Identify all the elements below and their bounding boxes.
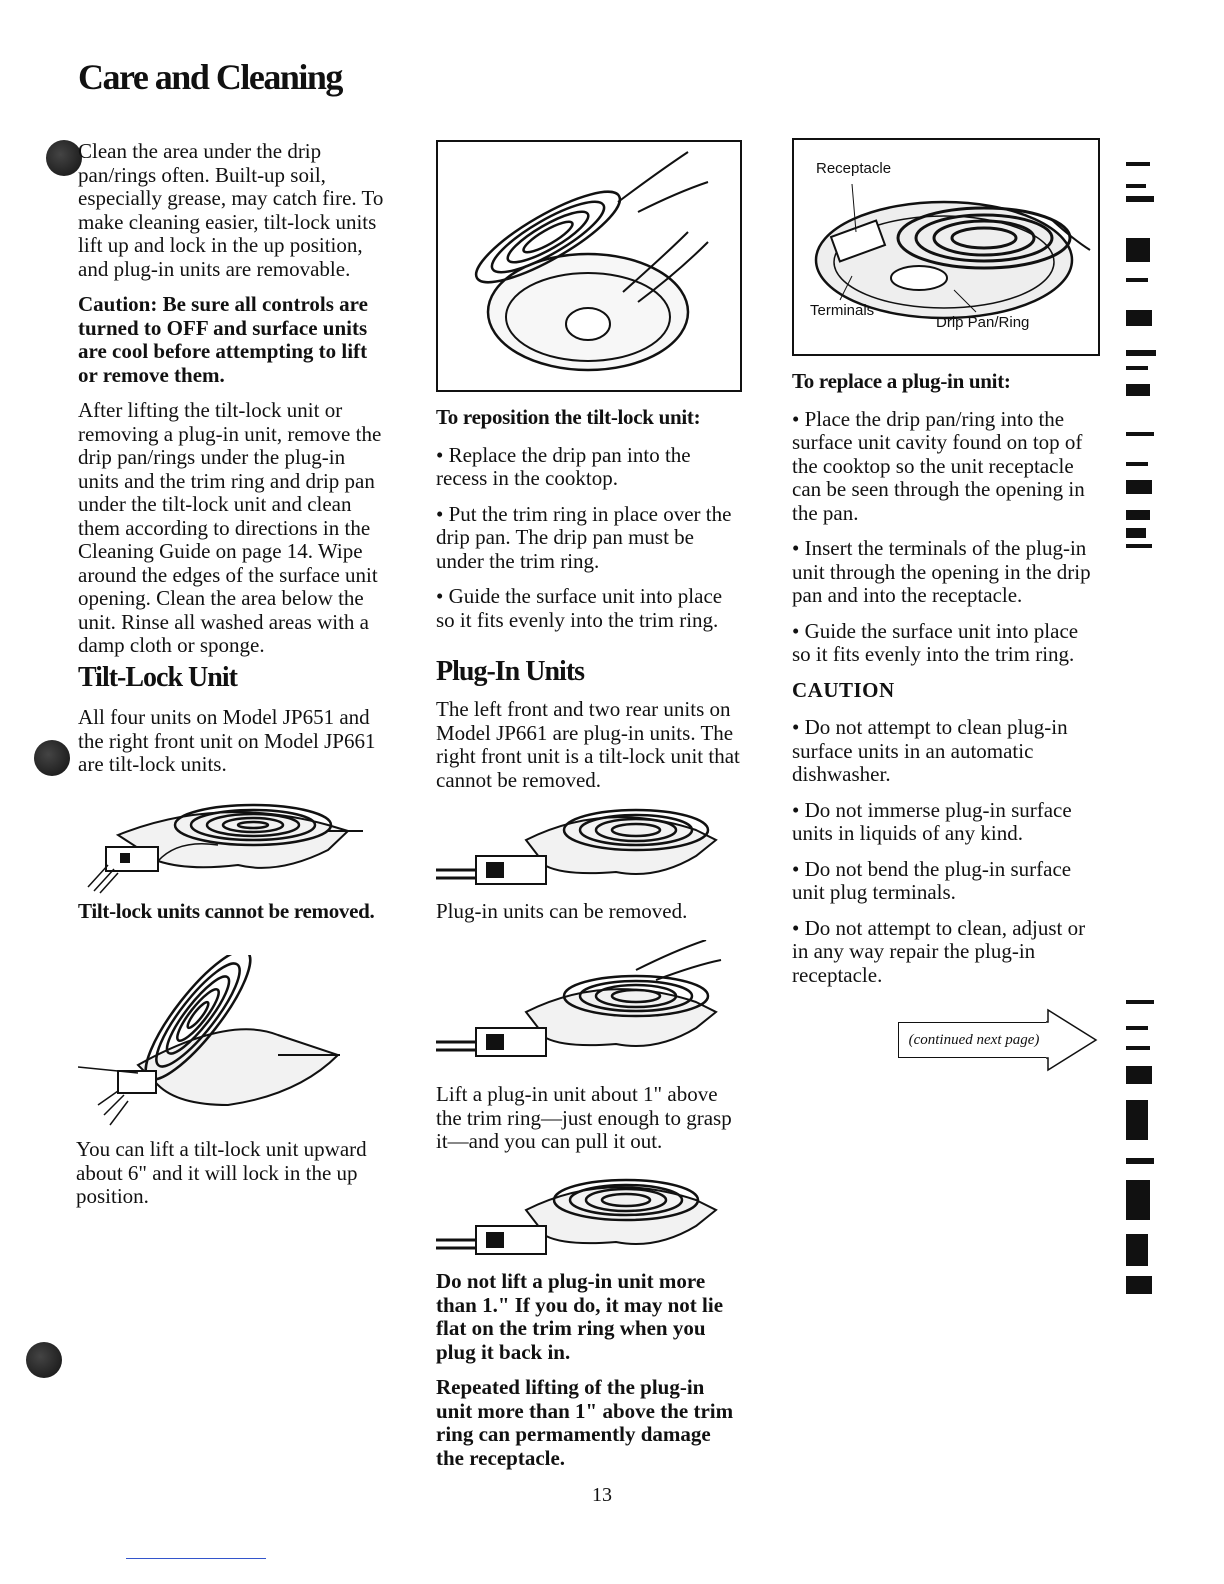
binder-hole-middle <box>34 740 70 776</box>
tilt-lock-unit-illustration <box>78 795 368 895</box>
plug-in-reinsert-illustration <box>436 1170 726 1265</box>
page-title: Care and Cleaning <box>78 57 342 97</box>
continued-arrow-icon <box>1046 1008 1100 1072</box>
intro-paragraph: Clean the area under the drip pan/rings often. Built-up soil, especially grease, may catch fire. To make cleaning easier, tilt-lock units lift up and lock in the up position, and plug-in units are removable. <box>78 139 384 281</box>
tilt-lock-caption: Tilt-lock units cannot be removed. <box>78 899 375 923</box>
plug-in-warning-2: Repeated lifting of the plug-in unit more than 1" above the trim ring can permamently damage the receptacle. <box>436 1375 734 1470</box>
binder-hole-bottom <box>26 1342 62 1378</box>
replace-bullet-1: • Place the drip pan/ring into the surface unit cavity found on top of the cooktop so the unit receptacle can be seen through the opening in the pan. <box>792 406 1085 525</box>
receptacle-diagram <box>792 138 1100 356</box>
plug-in-heading: Plug-In Units <box>436 656 585 687</box>
terminals-label: Terminals <box>810 302 875 319</box>
plug-in-lift-caption: Lift a plug-in unit about 1" above the trim ring—just enough to grasp it—and you can pull it out. <box>436 1082 732 1153</box>
plug-in-removed-caption: Plug-in units can be removed. <box>436 899 688 923</box>
replace-heading: To replace a plug-in unit: <box>792 369 1011 393</box>
reposition-bullet-1: • Replace the drip pan into the recess in the cooktop. <box>436 442 691 490</box>
plug-in-lift-illustration <box>436 940 736 1070</box>
caution-paragraph: Caution: Be sure all controls are turned to OFF and surface units are cool before attempting to lift or remove them. <box>78 292 368 387</box>
plug-in-warning-1: Do not lift a plug-in unit more than 1." If you do, it may not lie flat on the trim ring when you plug it back in. <box>436 1269 724 1364</box>
column-1 <box>78 140 388 658</box>
replace-bullet-3: • Guide the surface unit into place so it fits evenly into the trim ring. <box>792 618 1079 666</box>
drip-pan-label: Drip Pan/Ring <box>936 314 1030 331</box>
replace-bullet-2: • Insert the terminals of the plug-in unit through the opening in the drip pan and into the receptacle. <box>792 536 1091 607</box>
tilt-lock-heading: Tilt-Lock Unit <box>78 662 237 693</box>
plug-in-text: The left front and two rear units on Model JP661 are plug-in units. The right front unit is a tilt-lock unit that cannot be removed. <box>436 697 740 792</box>
after-lifting-paragraph: After lifting the tilt-lock unit or removing a plug-in unit, remove the drip pan/rings under the plug-in units and the trim ring and drip pan under the tilt-lock unit and clean them according to directions in the Cleaning Guide on page 14. Wipe around the edges of the surface unit opening. Clean the area below the unit. Rinse all washed areas with a damp cloth or sponge. <box>78 398 382 657</box>
page-number: 13 <box>592 1484 612 1506</box>
tilt-lock-raised-illustration <box>78 955 348 1135</box>
caution-bullet-1: • Do not attempt to clean plug-in surface units in an automatic dishwasher. <box>792 715 1068 786</box>
scan-edge-marks <box>1122 150 1182 1320</box>
reposition-bullet-3: • Guide the surface unit into place so it fits evenly into the trim ring. <box>436 584 723 632</box>
plug-in-unit-illustration <box>436 800 726 895</box>
reposition-heading: To reposition the tilt-lock unit: <box>436 405 701 429</box>
reposition-bullet-2: • Put the trim ring in place over the drip pan. The drip pan must be under the trim ring. <box>436 501 732 573</box>
binder-hole-top <box>46 140 82 176</box>
caution-bullet-4: • Do not attempt to clean, adjust or in any way repair the plug-in receptacle. <box>792 915 1086 987</box>
caution-bullet-2: • Do not immerse plug-in surface units in liquids of any kind. <box>792 797 1072 845</box>
scan-underline-artifact <box>126 1558 266 1559</box>
tilt-lock-lift-caption: You can lift a tilt-lock unit upward about 6" and it will lock in the up position. <box>76 1137 367 1208</box>
caution-heading: CAUTION <box>792 677 895 702</box>
continued-next-page-label: (continued next page) <box>898 1022 1049 1058</box>
tilt-lock-reposition-figure <box>436 140 742 392</box>
caution-bullet-3: • Do not bend the plug-in surface unit plug terminals. <box>792 856 1072 904</box>
receptacle-label: Receptacle <box>816 160 892 177</box>
tilt-lock-text: All four units on Model JP651 and the right front unit on Model JP661 are tilt-lock units. <box>78 705 376 776</box>
